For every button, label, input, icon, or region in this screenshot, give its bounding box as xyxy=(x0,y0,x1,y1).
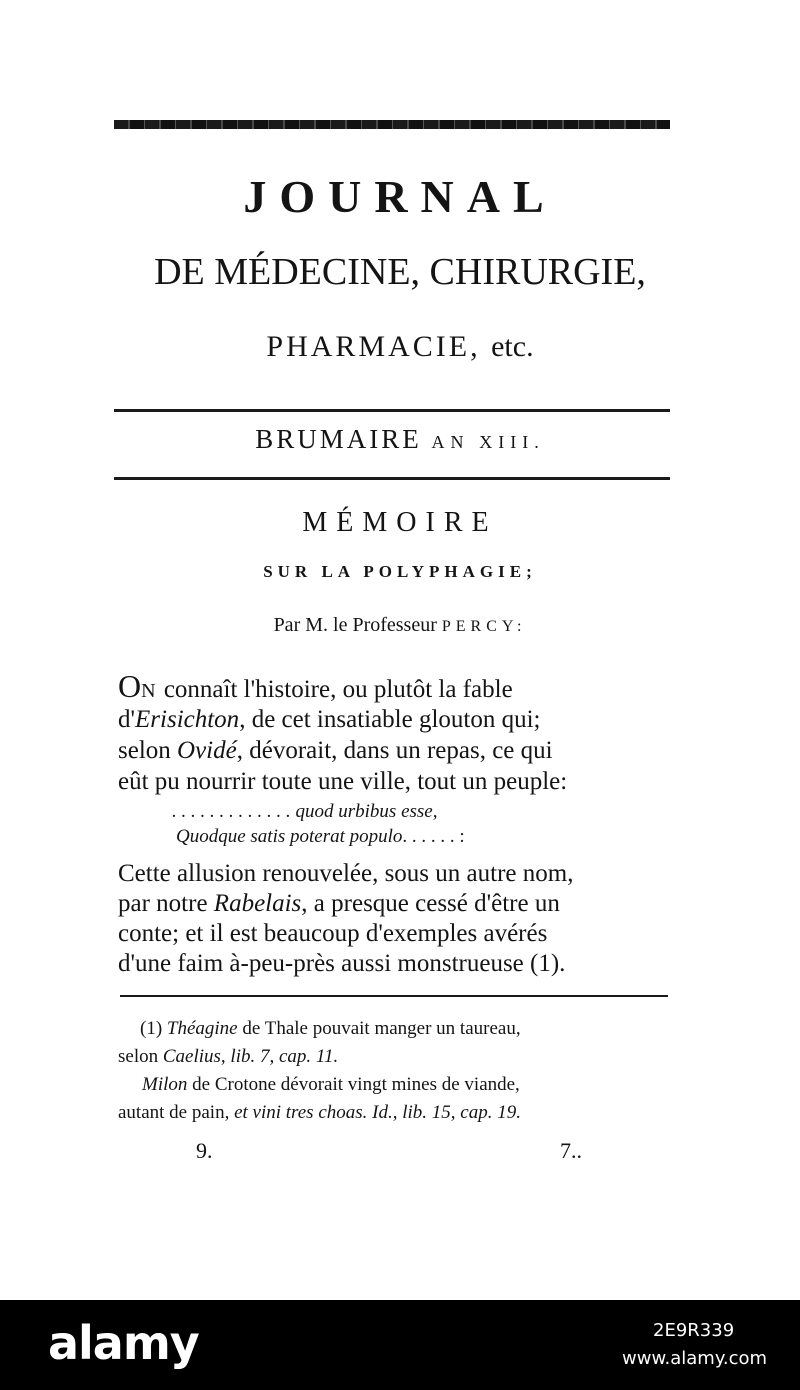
article-author xyxy=(0,614,800,637)
line-text: par notre xyxy=(118,890,214,917)
header-ornament-rule xyxy=(114,120,670,129)
journal-title: JOURNAL xyxy=(243,171,557,222)
note-text: selon xyxy=(118,1046,163,1067)
article-title: MÉMOIRE xyxy=(302,507,498,538)
name-ovide: Ovidé xyxy=(177,737,237,764)
paragraph-2-line-2 xyxy=(118,890,560,918)
paragraph-2-line-4: d'une faim à-peu-près aussi monstrueuse (1). xyxy=(118,950,566,977)
verse-text: quod urbibus esse, xyxy=(290,801,438,822)
paragraph-1-line-2 xyxy=(118,706,541,734)
line-text: selon xyxy=(118,737,178,764)
footnote-line-2 xyxy=(118,1046,338,1068)
journal-pharmacie-line xyxy=(0,330,800,364)
author-prefix: Par M. le Professeur xyxy=(273,614,437,636)
journal-subtitle: DE MÉDECINE, CHIRURGIE, xyxy=(154,251,646,293)
verse-line-1 xyxy=(172,801,437,823)
footnote-line-1 xyxy=(140,1018,521,1040)
note-text: de Crotone dévorait vingt mines de viande, xyxy=(187,1074,520,1095)
drop-letter: O xyxy=(118,668,142,704)
note-latin: et vini tres choas. Id. xyxy=(234,1102,393,1123)
divider-bottom xyxy=(114,477,670,480)
note-text: , xyxy=(220,1046,231,1067)
note-cap: cap. 11. xyxy=(278,1046,339,1067)
author-name: PERCY: xyxy=(441,618,527,635)
note-text: , xyxy=(392,1102,403,1123)
note-ref: lib. 15 xyxy=(402,1102,451,1123)
note-text: , xyxy=(450,1102,461,1123)
note-text: , xyxy=(269,1046,279,1067)
line-text: , de cet insatiable glouton qui; xyxy=(239,706,541,733)
line-text: d' xyxy=(118,706,136,733)
footnote-line-3 xyxy=(142,1074,520,1096)
footnote-divider xyxy=(120,995,668,997)
name-milon: Milon xyxy=(142,1074,188,1095)
line-text: connaît l'histoire, ou plutôt la fable xyxy=(157,676,513,703)
image-id: 2E9R339 xyxy=(653,1320,735,1341)
issue-an: AN xyxy=(431,432,470,452)
name-rabelais: Rabelais xyxy=(213,890,302,917)
note-ref: lib. 7 xyxy=(230,1046,270,1067)
signature-left: 9. xyxy=(196,1138,213,1163)
name-theagine: Théagine xyxy=(166,1018,238,1039)
note-cap: cap. 19. xyxy=(460,1102,521,1123)
pharmacie-word: PHARMACIE, xyxy=(266,330,481,363)
etc-word: etc. xyxy=(491,330,534,363)
signature-right: 7.. xyxy=(560,1138,582,1163)
name-caelius: Caelius xyxy=(162,1046,221,1067)
alamy-logo: alamy xyxy=(48,1316,199,1370)
verse-line-2 xyxy=(176,826,465,848)
footnote-line-4 xyxy=(118,1102,521,1124)
issue-year: XIII. xyxy=(479,432,545,452)
issue-month: BRUMAIRE xyxy=(255,424,422,454)
note-text: (1) xyxy=(140,1018,167,1039)
watermark-url: www.alamy.com xyxy=(622,1348,768,1369)
name-erisichton: Erisichton xyxy=(135,706,240,733)
divider-top xyxy=(114,409,670,412)
paragraph-2-line-3: conte; et il est beaucoup d'exemples avérés xyxy=(118,920,548,947)
verse-text: Quodque satis poterat populo xyxy=(176,826,403,847)
article-subtitle: SUR LA POLYPHAGIE; xyxy=(263,562,537,581)
line-text: , a presque cessé d'être un xyxy=(301,890,560,917)
note-text: autant de pain, xyxy=(118,1102,235,1123)
paragraph-1-line-3 xyxy=(118,737,553,765)
paragraph-1-line-1 xyxy=(118,668,513,705)
paragraph-2-line-1: Cette allusion renouvelée, sous un autre nom, xyxy=(118,860,574,887)
note-text: de Thale pouvait manger un taureau, xyxy=(237,1018,521,1039)
line-text: , dévorait, dans un repas, ce qui xyxy=(236,737,553,764)
verse-dots: . . . . . . . . . . . . . xyxy=(172,801,291,822)
paragraph-1-line-4: eût pu nourrir toute une ville, tout un peuple: xyxy=(118,768,568,795)
issue-date xyxy=(0,424,800,455)
small-caps-letter: N xyxy=(141,680,158,702)
verse-dots: . . . . . . : xyxy=(402,826,465,847)
